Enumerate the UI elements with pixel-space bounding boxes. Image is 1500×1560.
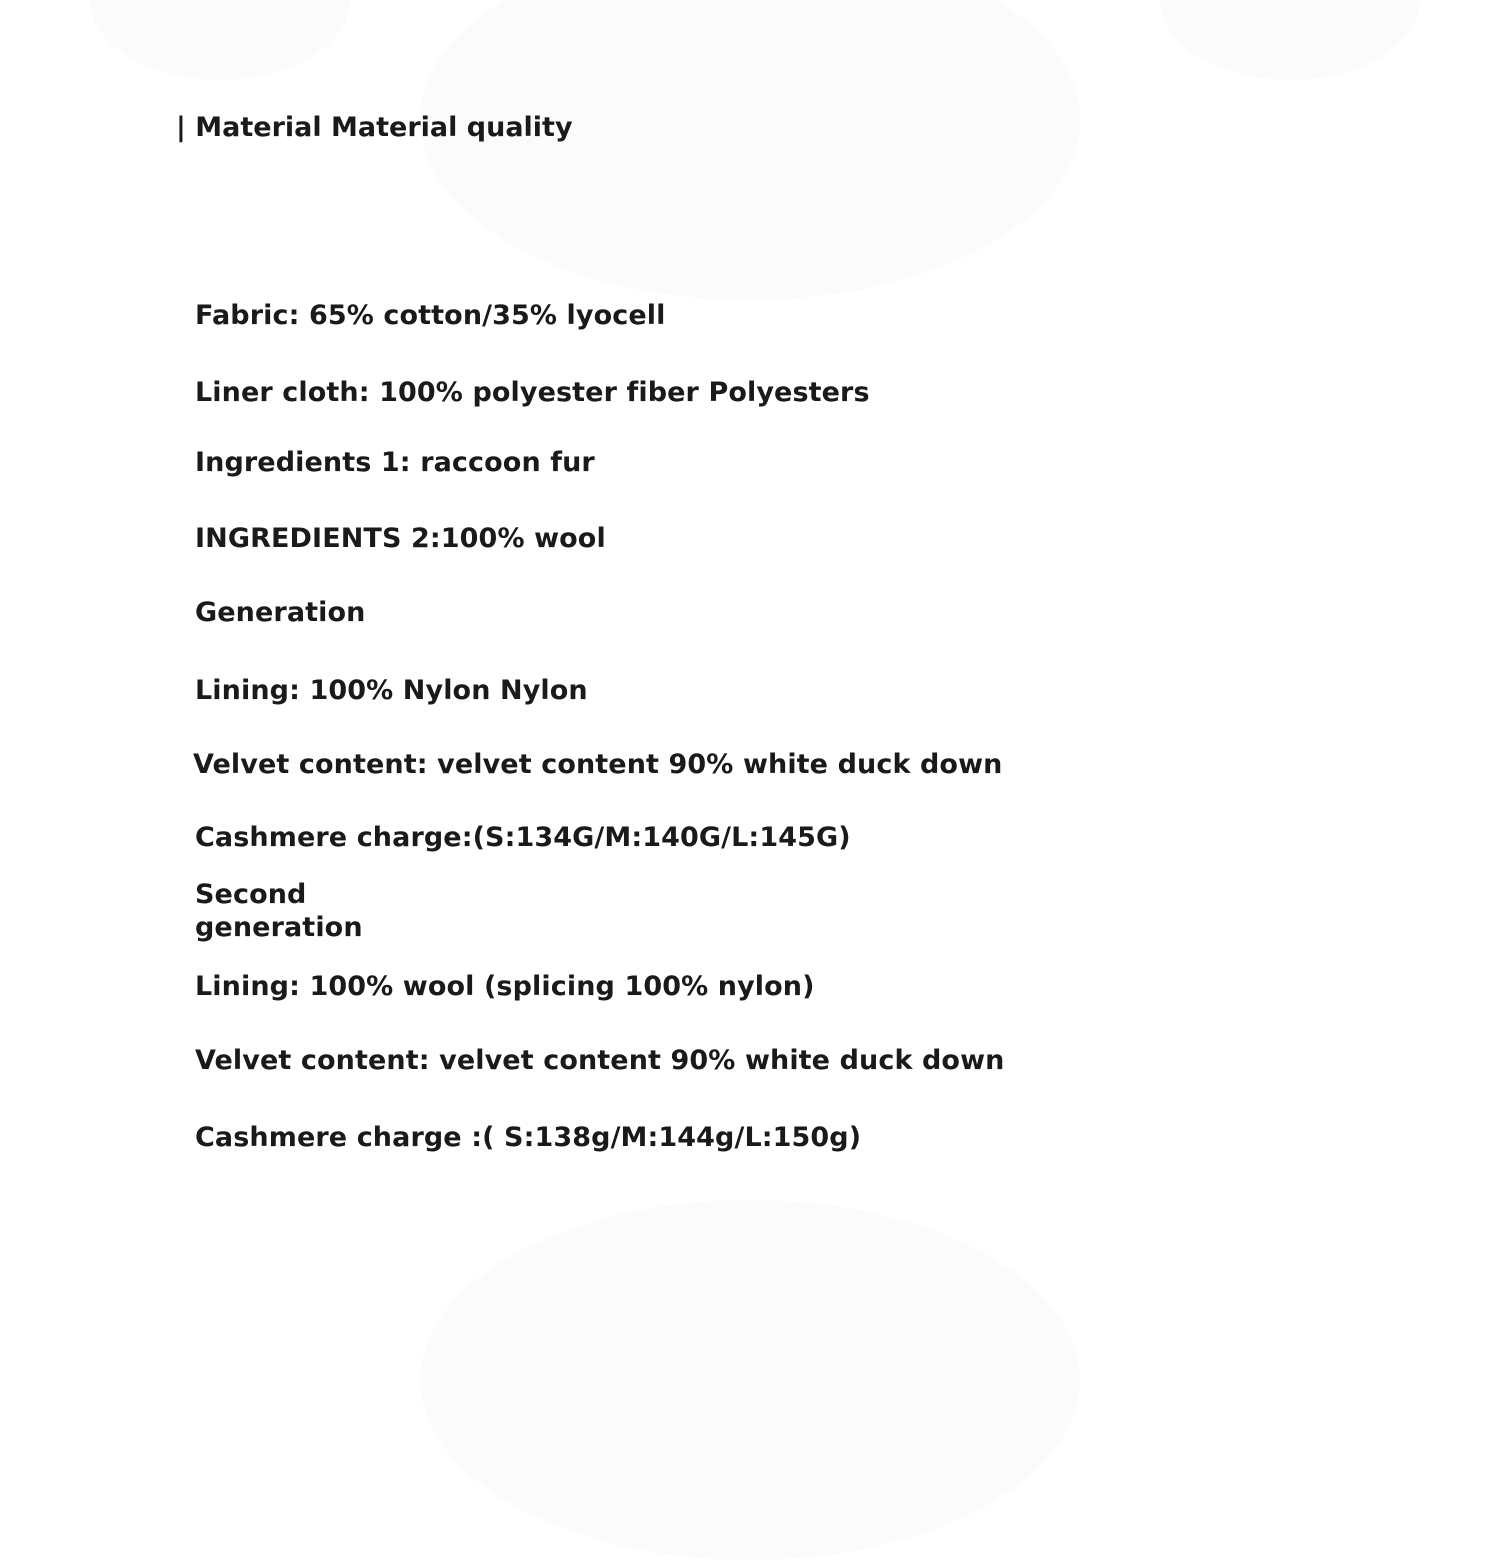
background-shape xyxy=(90,0,350,80)
velvet-content-line: Velvet content: velvet content 90% white duck down xyxy=(193,749,1003,780)
velvet-content-line-2: Velvet content: velvet content 90% white duck down xyxy=(195,1045,1005,1076)
generation-label: Generation xyxy=(195,597,366,628)
background-shape xyxy=(1160,0,1420,80)
lining-line-2: Lining: 100% wool (splicing 100% nylon) xyxy=(195,971,815,1002)
second-generation-label: Second generation xyxy=(195,879,363,943)
section-heading: | Material Material quality xyxy=(176,112,573,143)
background-shape xyxy=(420,1200,1080,1560)
cashmere-charge-line-2: Cashmere charge :( S:138g/M:144g/L:150g) xyxy=(195,1122,862,1153)
ingredients-2-line: INGREDIENTS 2:100% wool xyxy=(195,523,606,554)
background-shape xyxy=(420,0,1080,300)
ingredients-1-line: Ingredients 1: raccoon fur xyxy=(195,447,595,478)
cashmere-charge-line: Cashmere charge:(S:134G/M:140G/L:145G) xyxy=(195,822,851,853)
fabric-line: Fabric: 65% cotton/35% lyocell xyxy=(195,300,666,331)
lining-line: Lining: 100% Nylon Nylon xyxy=(195,675,588,706)
liner-cloth-line: Liner cloth: 100% polyester fiber Polyesters xyxy=(195,377,870,408)
